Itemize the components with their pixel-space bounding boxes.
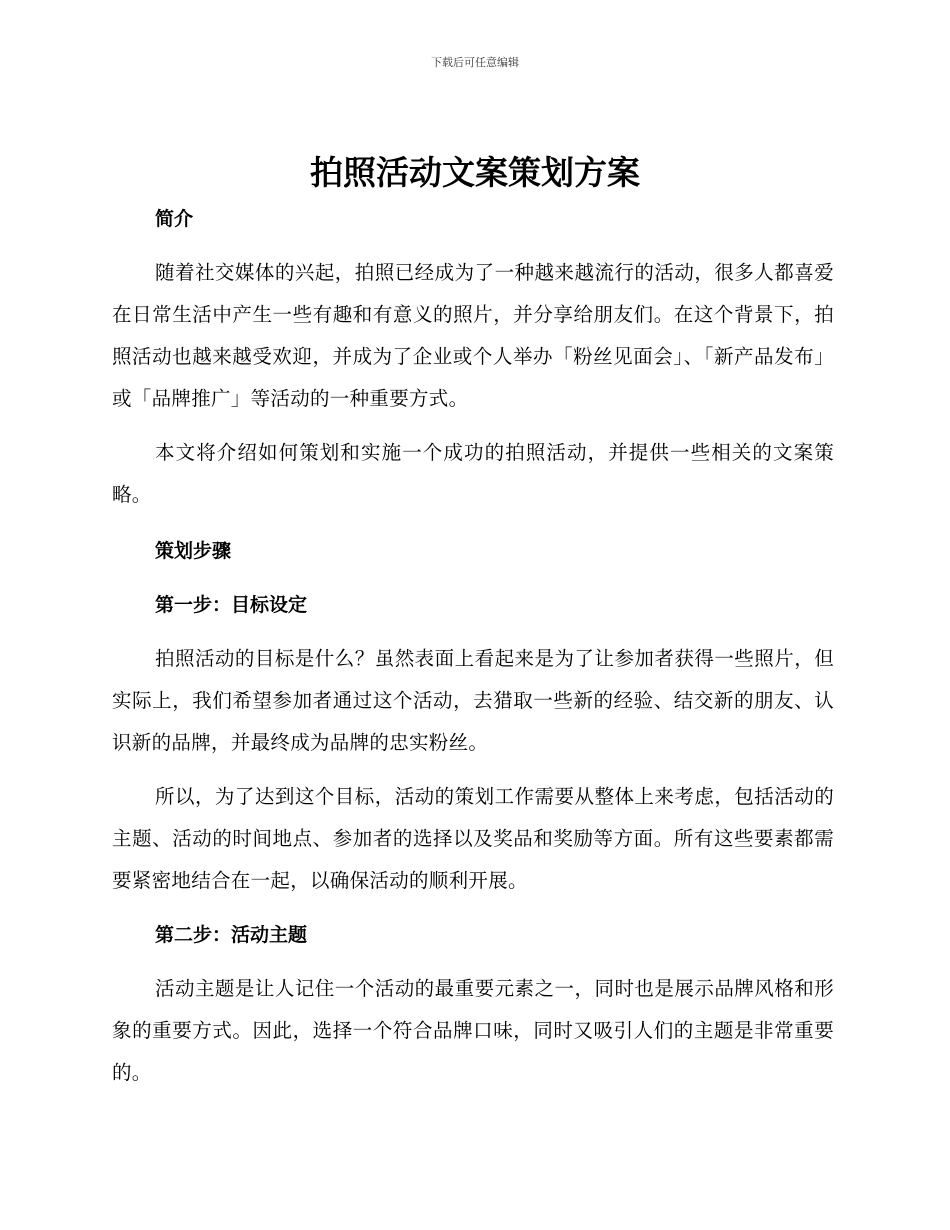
paragraph-step1-2: 所以，为了达到这个目标，活动的策划工作需要从整体上来考虑，包括活动的主题、活动的时间地点、参加者的选择以及奖品和奖励等方面。所有这些要素都需要紧密地结合在一起，以确保活动的顺利开展。 bbox=[112, 785, 834, 892]
section-heading-step1: 第一步：目标设定 bbox=[155, 594, 308, 616]
paragraph-step2-1: 活动主题是让人记住一个活动的最重要元素之一，同时也是展示品牌风格和形象的重要方式。因此，选择一个符合品牌口味，同时又吸引人们的主题是非常重要的。 bbox=[112, 977, 834, 1084]
document-body bbox=[112, 198, 834, 1106]
section-heading-steps: 策划步骤 bbox=[155, 540, 232, 562]
section-heading-intro: 简介 bbox=[155, 208, 194, 230]
paragraph-intro-2: 本文将介绍如何策划和实施一个成功的拍照活动，并提供一些相关的文案策略。 bbox=[112, 441, 834, 506]
document-title: 拍照活动文案策划方案 bbox=[310, 153, 640, 192]
header-note: 下载后可任意编辑 bbox=[431, 56, 519, 69]
paragraph-step1-1: 拍照活动的目标是什么？虽然表面上看起来是为了让参加者获得一些照片，但实际上，我们希望参加者通过这个活动，去猎取一些新的经验、结交新的朋友、认识新的品牌，并最终成为品牌的忠实粉丝。 bbox=[112, 647, 834, 754]
section-heading-step2: 第二步：活动主题 bbox=[155, 924, 308, 946]
paragraph-intro-1: 随着社交媒体的兴起，拍照已经成为了一种越来越流行的活动，很多人都喜爱在日常生活中产生一些有趣和有意义的照片，并分享给朋友们。在这个背景下，拍照活动也越来越受欢迎，并成为了企业或个人举办「粉丝见面会」、「新产品发布」或「品牌推广」等活动的一种重要方式。 bbox=[112, 261, 834, 410]
